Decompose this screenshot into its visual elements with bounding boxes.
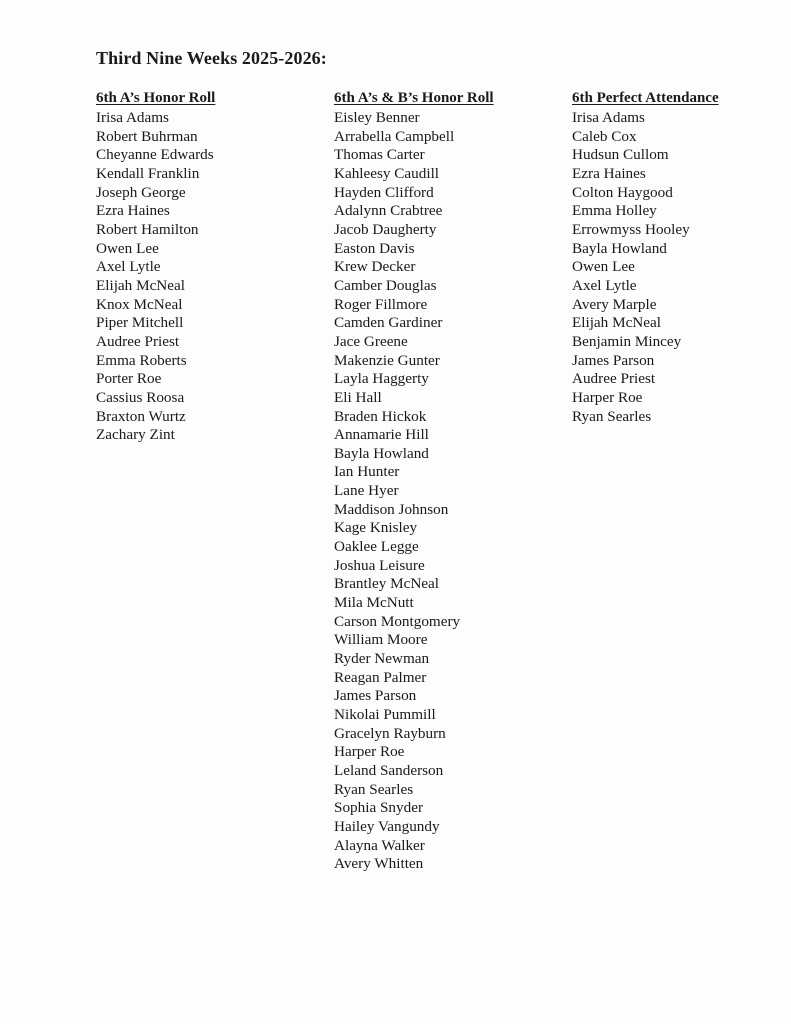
student-name: Camber Douglas <box>334 276 437 294</box>
a-honor-roll-column <box>96 89 215 445</box>
student-name: James Parson <box>334 687 417 705</box>
perfect-attendance-header: 6th Perfect Attendance <box>572 90 719 106</box>
student-name: Braden Hickok <box>334 407 427 425</box>
student-name: Ezra Haines <box>572 164 646 182</box>
student-name: Emma Holley <box>572 202 657 220</box>
perfect-attendance-list <box>572 109 719 426</box>
student-name: Reagan Palmer <box>334 668 427 686</box>
perfect-attendance-column <box>572 89 719 426</box>
student-name: Porter Roe <box>96 370 162 388</box>
student-name: Benjamin Mincey <box>572 332 682 350</box>
student-name: Lane Hyer <box>334 482 399 500</box>
student-name: Elijah McNeal <box>96 276 185 294</box>
student-name: Arrabella Campbell <box>334 127 455 145</box>
student-name: Avery Whitten <box>334 855 424 873</box>
student-name: Roger Fillmore <box>334 295 428 313</box>
student-name: Irisa Adams <box>572 109 645 126</box>
student-name: Kage Knisley <box>334 519 418 537</box>
student-name: James Parson <box>572 351 655 369</box>
student-name: Eisley Benner <box>334 109 420 126</box>
student-name: Axel Lytle <box>572 276 637 294</box>
student-name: Piper Mitchell <box>96 314 184 332</box>
ab-honor-roll-header: 6th A’s & B’s Honor Roll <box>334 90 494 106</box>
student-name: Ryan Searles <box>572 407 652 425</box>
student-name: Jace Greene <box>334 332 408 350</box>
student-name: Alayna Walker <box>334 836 425 854</box>
student-name: Joshua Leisure <box>334 556 425 574</box>
student-name: Irisa Adams <box>96 109 169 126</box>
student-name: Leland Sanderson <box>334 761 444 779</box>
student-name: Owen Lee <box>572 258 635 276</box>
student-name: Krew Decker <box>334 258 416 276</box>
student-name: Hudsun Cullom <box>572 146 669 164</box>
student-name: Bayla Howland <box>572 239 667 257</box>
student-name: Adalynn Crabtree <box>334 202 443 220</box>
student-name: Bayla Howland <box>334 444 429 462</box>
student-name: Sophia Snyder <box>334 799 424 817</box>
student-name: William Moore <box>334 631 428 649</box>
student-name: Maddison Johnson <box>334 500 449 518</box>
student-name: Harper Roe <box>334 743 405 761</box>
student-name: Ian Hunter <box>334 463 400 481</box>
student-name: Emma Roberts <box>96 351 187 369</box>
student-name: Gracelyn Rayburn <box>334 724 446 742</box>
student-name: Thomas Carter <box>334 146 425 164</box>
student-name: Colton Haygood <box>572 183 673 201</box>
ab-honor-roll-list <box>334 109 494 874</box>
student-name: Axel Lytle <box>96 258 161 276</box>
student-name: Joseph George <box>96 183 186 201</box>
student-name: Avery Marple <box>572 295 657 313</box>
student-name: Cheyanne Edwards <box>96 146 214 164</box>
student-name: Elijah McNeal <box>572 314 661 332</box>
student-name: Annamarie Hill <box>334 426 429 444</box>
student-name: Ezra Haines <box>96 202 170 220</box>
student-name: Robert Hamilton <box>96 220 199 238</box>
student-name: Easton Davis <box>334 239 415 257</box>
student-name: Brantley McNeal <box>334 575 440 593</box>
student-name: Kendall Franklin <box>96 164 200 182</box>
student-name: Nikolai Pummill <box>334 706 436 723</box>
ab-honor-roll-column <box>334 89 494 874</box>
student-name: Oaklee Legge <box>334 538 419 556</box>
student-name: Audree Priest <box>96 332 180 350</box>
student-name: Knox McNeal <box>96 295 183 313</box>
student-name: Jacob Daugherty <box>334 220 437 238</box>
student-name: Carson Montgomery <box>334 612 461 630</box>
student-name: Ryder Newman <box>334 650 430 668</box>
a-honor-roll-header: 6th A’s Honor Roll <box>96 90 216 106</box>
student-name: Ryan Searles <box>334 780 414 798</box>
student-name: Robert Buhrman <box>96 127 198 145</box>
student-name: Harper Roe <box>572 388 643 406</box>
a-honor-roll-list <box>96 109 215 445</box>
student-name: Owen Lee <box>96 239 159 257</box>
student-name: Cassius Roosa <box>96 388 185 406</box>
student-name: Layla Haggerty <box>334 370 429 388</box>
student-name: Errowmyss Hooley <box>572 220 690 238</box>
student-name: Camden Gardiner <box>334 314 443 332</box>
student-name: Audree Priest <box>572 370 656 388</box>
student-name: Braxton Wurtz <box>96 407 186 425</box>
student-name: Hayden Clifford <box>334 183 434 201</box>
student-name: Eli Hall <box>334 388 382 406</box>
student-name: Hailey Vangundy <box>334 817 440 835</box>
student-name: Makenzie Gunter <box>334 351 440 369</box>
student-name: Kahleesy Caudill <box>334 164 440 182</box>
student-name: Caleb Cox <box>572 127 637 145</box>
student-name: Zachary Zint <box>96 426 175 444</box>
student-name: Mila McNutt <box>334 594 414 612</box>
page-title: Third Nine Weeks 2025-2026: <box>96 48 327 68</box>
